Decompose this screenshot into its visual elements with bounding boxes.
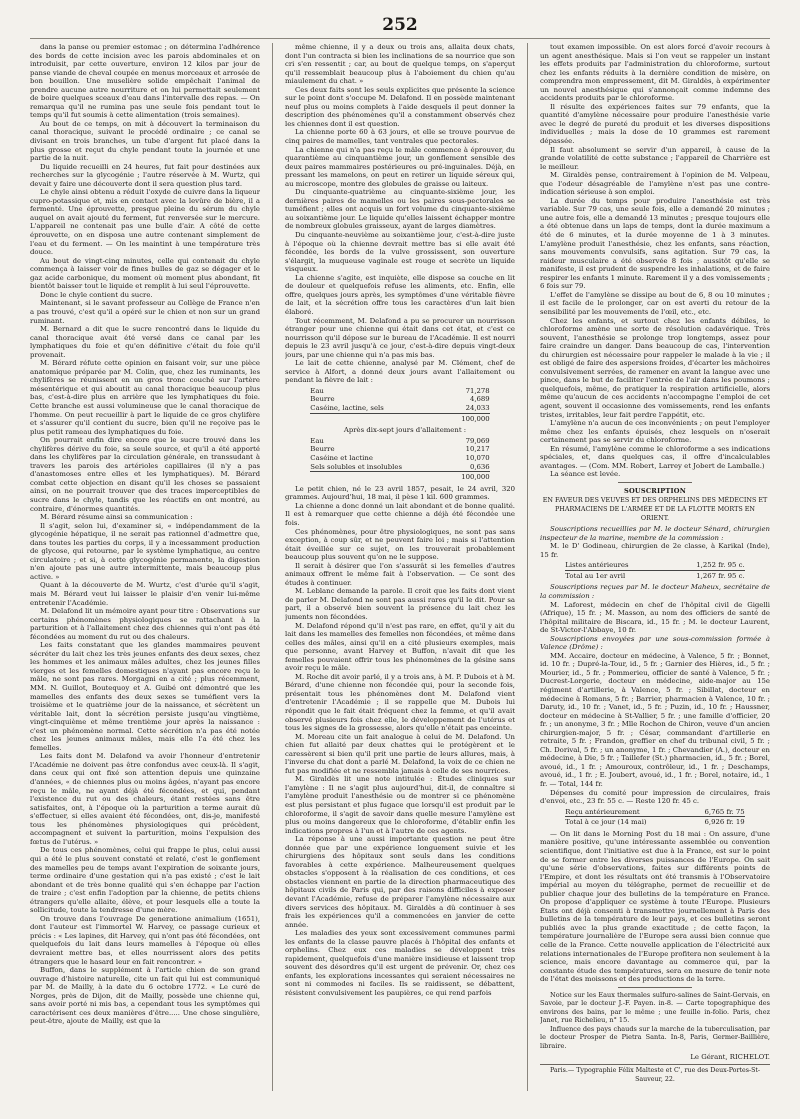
col1-paragraph: Les faits constatant que les glandes mammaires peuvent sécréter du lait chez les très jeunes enfants des deux sexes, chez les hommes et les animaux mâles adultes, chez les jeunes filles vierges et les femelles domestiques n'ayant pas encore reçu le mâle, ne sont pas rares. Morgagni en a cité ; plus récemment, MM. N. Guillot, Boutequoy et A. Guibé ont démontré que les mamelles des enfants des deux sexes se tuméfient vers la troisième et le quatrième jour de la naissance, et sécrètent un véritable lait, dont la sécrétion persiste jusqu'au vingtième, vingt-cinquième et même trentième jour après la naissance : c'est un phénomène normal. Cette sécrétion n'a pas été notée chez les jeunes animaux mâles, mais elle l'a été chez les femelles.	[30, 641, 260, 752]
col2-top-paragraph: Tout récemment, M. Delafond a pu se procurer un nourrisson étranger pour une chienne qui était dans cet état, et c'est ce nourrisson qu'il dépose sur le bureau de l'Académie. Il est nourri depuis le 23 avril jusqu'à ce jour, c'est-à-dire depuis vingt-deux jours, par une chienne qui n'a pas mis bas.	[285, 316, 515, 359]
col1-paragraph: De tous ces phénomènes, celui qui frappe le plus, celui aussi qui a été le plus souvent constaté et relaté, c'est le gonflement des mamelles peu de temps avant l'expiration de soixante jours, terme ordinaire d'une gestation qui n'a pas existé ; c'est le lait abondant et de très bonne qualité qui s'en échappe par l'action de traire ; c'est enfin l'adoption par la chienne, de petits chiens étrangers qu'elle allaite, élève, et pour lesquels elle a toute la sollicitude, toute la tendresse d'une mère.	[30, 846, 260, 915]
col1-paragraph: dans la panse ou premier estomac ; on détermina l'adhérence des bords de cette incision avec les parois abdominales et on introduisit, par cette ouverture, environ 12 kilos par jour de panse viande de cheval coupée en menus morceaux et arrosée de bon bouillon. Une muselière solide empêchait l'animal de prendre aucune autre nourriture et on lui permettait seulement de boire quelques sceaux d'eau dans l'intervalle des repas. — On remarqua qu'il ne rumina pas une seule fois pendant tout le temps qu'il fut soumis à cette alimentation (trois semaines).	[30, 43, 260, 120]
col1-paragraph: Buffon, dans le supplément à l'article chien de son grand ouvrage d'histoire naturelle, cite un fait qui lui est communiqué par M. de Mailly, à la date du 6 octobre 1772. « Le curé de Norges, près de Dijon, dit de Mailly, possède une chienne qui, sans avoir porté ni mis bas, a cependant tous les symptômes qui caractérisent ces deux manières d'être..... Une chose singulière, peut-être, ajoute de Mailly, est que la	[30, 966, 260, 1026]
col2-top-paragraph: La chienne qui n'a pas reçu le mâle commence à éprouver, du quarantième au cinquantième jour, un gonflement sensible des deux paires mammaires postérieures ou pré-inguinales. Déjà, en pressant les mamelons, on peut en retirer un liquide séreux qui, au microscope, montre des globules de graisse ou laiteux.	[285, 145, 515, 188]
col1-paragraph: On pourrait enfin dire encore que le sucre trouvé dans les chylifères dérive du foie, sa seule source, et qu'il a été apporté dans les chylifères par la circulation générale, en transsudant à travers les parois des artérioles capillaires (il n'y a pas d'anastomoses entre elles et les lymphatiques). M. Bérard combat cette objection en disant qu'il les choses se passaient ainsi, on ne pourrait trouver que des traces imperceptibles de sucre dans le chyle, tandis que les réactifs en ont montré, au contraire, d'énormes quantités.	[30, 436, 260, 513]
souscription-p5: Souscriptions envoyées par une sous-commission formée à Valence (Drôme) :	[540, 634, 770, 652]
col1-paragraph: Les faits dont M. Delafond va avoir l'honneur d'entretenir l'Académie ne doivent pas être confondus avec ceux-là. Il s'agit, dans ceux qui ont fixé son attention depuis une quinzaine d'années, « de chiennes plus ou moins âgées, n'ayant pas encore reçu le mâle, ne ayant déjà été fécondées, et qui, pendant l'existence du rut ou des chaleurs, étant restées sans être satisfaites, ont, à l'époque où la parturition a terme aurait dû s'effectuer, si elles avaient été fécondées, ont, dis-je, manifesté tous les phénomènes physiologiques qui précèdent, accompagnent et suivent la parturition, moins l'expulsion des fœtus de l'utérus. »	[30, 752, 260, 846]
total2-label: Total à ce jour (14 mai)	[565, 817, 685, 827]
col3-top-paragraph: tout examen impossible. On est alors forcé d'avoir recours à un agent anesthésique. Mais si l'on veut se rappeler un instant les effets produits par l'administration du chloroforme, surtout chez les enfants réduits à la dernière condition de misère, on comprendra mon empressement, dit M. Giraldès, à expérimenter un nouvel anesthésique qui s'annonçait comme indemne des accidents produits par le chloroforme.	[540, 43, 770, 103]
col1-paragraph: Au bout de ce temps, on mit à découvert la terminaison du canal thoracique, suivant le procédé ordinaire ; ce canal se divisant en trois branches, un tube d'argent fut placé dans la plus grosse et reçut du chyle pendant toute la journée et une partie de la nuit.	[30, 119, 260, 163]
column-2-bottom	[285, 485, 515, 998]
col1-paragraph: On trouve dans l'ouvrage De generatione animalium (1651), dont l'auteur est l'immortel W. Harvey, ce passage curieux et précis : « Les lapines, dit Harvey, qui n'ont pas été fécondées, ont quelquefois du lait dans leurs mamelles à l'époque où elles devraient mettre bas, et elles nourrissent alors des petits étrangers que le hasard leur en fait rencontrer. »	[30, 914, 260, 966]
col2-bottom-paragraph: M. Delafond répond qu'il n'est pas rare, en effet, qu'il y ait du lait dans les mamelles des femelles non fécondées, et même dans celles des mâles, ainsi qu'il en a cité plusieurs exemples, mais que personne, avant Harvey et Buffon, n'avait dit que les femelles pouvaient offrir tous les phénomènes de la gésine sans avoir reçu le mâle.	[285, 621, 515, 673]
col2-top-paragraph: Du cinquante-quatrième au cinquante-sixième jour, les dernières paires de mamelles ou les paires sous-pectorales se tuméfient ; elles ont acquis un fort volume du cinquante-sixième au soixantième jour. Le liquide qu'elles laissent échapper montre de nombreux globules graisseux, ayant de larges diamètres.	[285, 188, 515, 231]
table-total-row	[310, 413, 489, 423]
col2-bottom-paragraph: Ces phénomènes, pour être physiologiques, ne sont pas sans exception, à coup sûr, et ne peuvent faire loi ; mais si l'attention était éveillée sur ce sujet, on les trouverait probablement beaucoup plus souvent qu'on ne le suppose.	[285, 527, 515, 562]
column-3	[540, 43, 770, 1091]
column-2	[285, 43, 515, 1091]
row-value: 10,070	[465, 453, 490, 462]
col2-bottom-paragraph: M. Leblanc demande la parole. Il croit que les faits dont vient de parler M. Delafond ne sont pas aussi rares qu'il le dit. Pour sa part, il a observé bien souvent la présence du lait chez les juments non fécondées.	[285, 587, 515, 621]
col3-top-paragraph: En résumé, l'amylène comme le chloroforme a ses indications spéciales, et, dans quelques cas, il offre d'incalculables avantages. — (Com. MM. Robert, Larrey et Jobert de Lamballe.)	[540, 444, 770, 470]
notices	[540, 991, 770, 1051]
col1-paragraph: Le chyle ainsi obtenu a réduit l'oxyde de cuivre dans la liqueur cupro-potassique et, mis en contact avec la levûre de bière, il a fermenté. Une éprouvette, presque pleine du sérum du chyle auquel on avait ajouté du ferment, fut renversée sur le mercure. L'appareil ne contenait pas une bulle d'air. A côté de cette éprouvette, on en disposa une autre contenant simplement de l'eau et du ferment. — On les maintint à une température très douce.	[30, 188, 260, 257]
col1-paragraph: M. Bernard a dit que le sucre rencontré dans le liquide du canal thoracique avait été versé dans ce canal par les lymphatiques du foie et qu'en définitive c'était du foie qu'il provenait.	[30, 325, 260, 359]
col1-paragraph: Quant à la découverte de M. Wurtz, c'est d'urée qu'il s'agit, mais M. Bérard veut lui laisser le plaisir d'en venir lui-même entretenir l'Académie.	[30, 581, 260, 607]
row-value: 79,069	[465, 436, 490, 445]
row-value: 0,636	[469, 462, 490, 471]
col2-bottom-paragraph: La réponse à une aussi importante question ne peut être donnée que par une expérience longuement suivie et les chirurgiens des hôpitaux sont seuls dans les conditions favorables à cette expérience. Malheureusement quelques obstacles s'opposent à la réalisation de ces conditions, et ces obstacles viennent en partie de la direction pharmaceutique des hôpitaux civils de Paris qui, par des raisons difficiles à exposer devant l'Académie, refuse de préparer l'amylène nécessaire aux divers services des hôpitaux. M. Giraldès a dû continuer à ses frais les expériences qu'il a commencées en janvier de cette année.	[285, 835, 515, 929]
col3-top-paragraph: Il résulte des expériences faites sur 79 enfants, que la quantité d'amylène nécessaire pour produire l'anesthésie varie avec le degré de pureté du produit et les diverses dispositions individuelles ; mais la dose de 10 grammes est rarement dépassée.	[540, 102, 770, 146]
row-value: 10,217	[465, 445, 490, 454]
notices-paragraph: Influence des pays chauds sur la marche de la tuberculisation, par le docteur Prosper de Pietra Santa. In-8, Paris, Germer-Baillière, libraire.	[540, 1024, 770, 1050]
recu-label: Reçu antérieurement	[565, 807, 640, 816]
column-divider	[272, 43, 273, 1091]
columns	[30, 38, 770, 1091]
page-number: 252	[382, 15, 418, 35]
table-total-row	[310, 472, 489, 482]
row-label: Beurre	[310, 395, 335, 404]
milk-analysis-table-2	[310, 437, 489, 482]
col2-top-paragraph: La chienne s'agite, est inquiète, elle dispose sa couche en lit de douleur et quelquefois refuse les aliments, etc. Enfin, elle offre, quelques jours après, les symptômes d'une véritable fièvre de lait, et la sécrétion offre tous les caractères d'un lait bien élaboré.	[285, 273, 515, 316]
souscription-p3: Souscriptions reçues par M. le docteur Maheux, secrétaire de la commission :	[540, 583, 770, 600]
row-value: 4,689	[469, 395, 490, 404]
column-3-top	[540, 43, 770, 479]
row-value: 24,033	[465, 404, 490, 413]
col2-top-paragraph: Le lait de cette chienne, analysé par M. Clément, chef de service à Alfort, a donné deux jours avant l'allaitement ou pendant la fièvre de lait :	[285, 359, 515, 385]
total-value: 100,000	[447, 472, 490, 482]
table-row	[310, 454, 489, 463]
row-label: Eau	[310, 386, 324, 395]
col2-bottom-paragraph: Il serait à désirer que l'on s'assurât si les femelles d'autres animaux offrent le même fait à l'observation. — Ce sont des études à continuer.	[285, 561, 515, 587]
printer-imprint: Paris.— Typographie Félix Malteste et C', rue des Deux-Portes-St-Sauveur, 22.	[540, 1064, 770, 1084]
listes-value: 1,252 fr. 95 c.	[696, 561, 745, 570]
milk-analysis-table-1	[310, 387, 489, 423]
col3-top-paragraph: L'effet de l'amylène se dissipe au bout de 6, 8 ou 10 minutes ; il est facile de le prolonger, car on est averti du retour de la sensibilité par les mouvements de l'œil, etc., etc.	[540, 290, 770, 316]
col1-paragraph: Il s'agit, selon lui, d'examiner si, « indépendamment de la glycogénie hépatique, il ne serait pas rationnel d'admettre que, dans toutes les parties du corps, il y a incessamment production de glycose, qui retourne, par le système lymphatique, au centre circulatoire ; et si, à cette glycogénie permanente, la digestion n'en ajoute pas une autre intermittente, mais beaucoup plus active. »	[30, 521, 260, 581]
notices-paragraph: Notice sur les Eaux thermales sulfuro-salines de Saint-Gervais, en Savoie, par le docteur J.-F. Payen. in-8. — Carte topographique des environs des bains, par le même ; une feuille in-folio. Paris, chez Janet, rue Richelieu, n° 15.	[540, 990, 770, 1025]
col2-bottom-paragraph: Les maladies des yeux sont excessivement communes parmi les enfants de la classe pauvre placés à l'hôpital des enfants et orphelins. Chez eux ces maladies se développent très rapidement, quelquefois d'une manière insidieuse et laissent trop souvent des désordres qu'il est urgent de prévenir. Or, chez ces enfants, les explorations incessantes qui seraient nécessaires ne sont ni commodes ni faciles. Ils se raidissent, se débattent, résistent convulsivement les paupières, ce qui rend parfois	[285, 929, 515, 998]
col3-top-paragraph: La durée du temps pour produire l'anesthésie est très variable. Sur 79 cas, une seule fois, elle a demandé 20 minutes ; une autre fois, elle a demandé 13 minutes ; presque toujours elle a été obtenue dans un laps de temps, dont la durée maximum a été de 6 minutes, et la durée moyenne de 1 à 3 minutes. L'amylène produit l'anesthésie, chez les enfants, sans réaction, sans mouvements convulsifs, sans agitation. Sur 79 cas, la raideur musculaire a été observée 8 fois ; aussitôt qu'elle se manifeste, il est prudent de suspendre les inhalations, et de faire respirer les enfants 1 minute. Rarement il y a des vomissements ; 6 fois sur 79.	[540, 196, 770, 291]
row-label: Caséine et lactine	[310, 453, 373, 462]
col3-top-paragraph: L'amylène n'a aucun de ces inconvénients ; on peut l'employer même chez les enfants épuisés, chez lesquels on n'oserait certainement pas se servir du chloroforme.	[540, 419, 770, 445]
col3-top-paragraph: Il faut absolument se servir d'un appareil, à cause de la grande volatilité de cette substance ; l'appareil de Charrière est le meilleur.	[540, 145, 770, 171]
recu-value: 6,765 fr. 75	[704, 807, 745, 816]
total-spacer	[310, 413, 439, 423]
col3-top-paragraph: M. Giraldès pense, contrairement à l'opinion de M. Velpeau, que l'odeur désagréable de l'amylène n'est pas une contre-indication sérieuse à son emploi.	[540, 171, 770, 197]
table-row	[310, 445, 489, 454]
row-label: Beurre	[310, 445, 335, 454]
column-divider	[527, 43, 528, 1091]
section-rule	[618, 987, 692, 988]
souscription-subtitle: EN FAVEUR DES VEUVES ET DES ORPHELINS DES MÉDECINS ET PHARMACIENS DE L'ARMÉE ET DE LA FLOTTE MORTS EN ORIENT.	[542, 496, 768, 522]
col3-top-paragraph: Chez les enfants, et surtout chez les enfants débiles, le chloroforme amène une sorte de résolution cadavérique. Très souvent, l'anesthésie se prolonge trop longtemps, assez pour faire craindre un danger. Dans beaucoup de cas, l'intervention du chirurgien est nécessaire pour rappeler le malade à la vie ; il est obligé de faire des aspersions froides, d'écarter les mâchoires convulsivement serrées, de ramener en avant la langue avec une pince, dans le but de faciliter l'entrée de l'air dans les poumons ; quelquefois, même, de pratiquer la respiration artificielle, alors même qu'aucun de ces accidents n'accompagne l'emploi de cet agent, souvent il occasionne des vomissements, rend les enfants tristes, irritables, leur fait perdre l'appétit, etc.	[540, 316, 770, 419]
total1-value: 1,267 fr. 95 c.	[667, 570, 745, 580]
col1-paragraph: M. Bérard résume ainsi sa communication :	[40, 513, 193, 522]
col2-top-paragraph: Ces deux faits sont les seuls explicites que présente la science sur le point dont s'occupe M. Delafond. Il en possède maintenant neuf plus ou moins complets à l'aide desquels il peut donner la description des phénomènes qu'il a constamment observés chez les chiennes dont il est question.	[285, 85, 515, 128]
total2-value: 6,926 fr. 19	[685, 817, 744, 827]
column-2-top	[285, 43, 515, 385]
col1-paragraph: M. Bérard réfute cette opinion en faisant voir, sur une pièce anatomique préparée par M. Colin, que, chez les ruminants, les chylifères se réunissent en un gros tronc couché sur l'artère mésentérique et qui aboutit au canal thoracique beaucoup plus bas, c'est-à-dire plus en arrière que les lymphatiques du foie. Cette branche est aussi volumineuse que le canal thoracique de l'homme. On peut recueillir à part le liquide de ce gros chylifère et s'assurer qu'il contient du sucre, bien qu'il ne reçoive pas le plus petit rameau des lymphatiques du foie.	[30, 359, 260, 436]
souscription-p6: MM. Accaire, docteur en médecine, à Valence, 5 fr. ; Bonnet, id. 10 fr. ; Dupré-la-Tour, id., 5 fr. ; Garnier des Hières, id., 5 fr. ; Mourier, id., 5 fr. ; Pommerieu, officier de santé à Valence, 5 fr. ; Ducrest-Lorgerie, docteur en médecine, aide-major au 15e régiment d'artillerie, à Valence, 5 fr. ; Sibillat, docteur en médecine à Romans, 5 fr. ; Barrier, pharmacien à Valence, 10 fr. ; Daruty, id., 10 fr. ; Vanet, id., 5 fr. ; Puzin, id., 10 fr. ; Haussner, docteur en médecine à St-Vallier, 5 fr. ; une famille d'officier, 20 fr. ; un anonyme, 3 fr. ; Mlle Rochon de Chiron, veuve d'un ancien chirurgien-major, 5 fr. ; César, commandant d'artillerie en retraite, 5 fr. ; Frandon, greffier en chef du tribunal civil, 5 fr. ; Ch. Dorival, 5 fr. ; un anonyme, 1 fr. ; Chevandier (A.), docteur en médecine, à Die, 5 fr. ; Taillefer (St.) pharmacien, id., 5 fr. ; Borel, avoué, id., 1 fr. ; Amouroux, contrôleur, id., 1 fr. ; Deschamps, avoué, id., 1 fr. ; E. Joubert, avoué, id., 1 fr. ; Borel, notaire, id., 1 fr. — Total, 144 fr.	[540, 651, 770, 789]
total-value: 100,000	[440, 413, 490, 423]
column-1	[30, 43, 260, 1091]
table-row	[310, 404, 489, 413]
table-row	[310, 387, 489, 396]
col2-bottom-paragraph: La chienne a donc donné un lait abondant et de bonne qualité. Il est à remarquer que cette chienne a déjà été fécondée une fois.	[285, 501, 515, 527]
table-row	[310, 395, 489, 404]
milk-caption-2: Après dix-sept jours d'allaitement :	[343, 426, 467, 435]
table-row	[310, 463, 489, 472]
col1-paragraph: M. Delafond lit un mémoire ayant pour titre : Observations sur certains phénomènes physiologiques se rattachant à la parturition et à l'allaitement chez des chiennes qui n'ont pas été fécondées au moment du rut ou des chaleurs.	[30, 607, 260, 641]
col1-paragraph: Au bout de vingt-cinq minutes, celle qui contenait du chyle commença à laisser voir de fines bulles de gaz se dégager et le gaz acide carbonique, du moment où moment plus abondant, fit bientôt baisser tout le liquide et remplit à lui seul l'éprouvette.	[30, 256, 260, 291]
col1-paragraph: Du liquide recueilli en 24 heures, fut fait pour destinées aux recherches sur la glycogénie ; l'autre réservée à M. Wurtz, qui devait y faire une découverte dont il sera question plus tard.	[30, 162, 260, 188]
souscription-title: SOUSCRIPTION	[624, 486, 686, 495]
row-label: Eau	[310, 436, 324, 445]
row-label: Sels solubles et insolubles	[310, 462, 403, 471]
col3-bottom-paragraph: — On lit dans le Morning Post du 18 mai : On assure, d'une manière positive, qu'une intéressante assemblée ou convention scientifique, dont l'initiative est due à la France, est sur le point de se former entre les diverses puissances de l'Europe. On sait qu'une série d'observations, faites sur différents points de l'Empire, et dont les résultats ont été transmis à l'Observatoire impérial au moyen du télégraphe, permet de recueillir et de publier chaque jour des bulletins de la température en France. On propose d'appliquer ce système à toute l'Europe. Plusieurs États ont déjà consenti à transmettre journellement à Paris des bulletins de la température de leur pays, et ces bulletins seront publiés avec la plus grande exactitude ; de cette façon, la température journalière de l'Europe sera aussi bien connue que celle de la France. Cette nouvelle application de l'électricité aux relations internationales de l'Europe profitera non seulement à la science, mais encore davantage au commerce qui, par la constante étude des températures, sera en mesure de tenir note de l'état des moissons et des productions de la terre.	[540, 829, 770, 984]
row-label: Caséine, lactine, sels	[310, 404, 384, 413]
listes-label: Listes antérieures	[565, 561, 629, 570]
col1-paragraph: Maintenant, si le savant professeur au Collège de France n'en a pas trouvé, c'est qu'il a opéré sur le chien et non sur un grand ruminant.	[30, 299, 260, 325]
col1-paragraph: Donc le chyle contient du sucre.	[40, 290, 153, 299]
souscription-totals-2	[565, 808, 744, 827]
column-3-bottom	[540, 830, 770, 984]
table-row	[310, 437, 489, 446]
col2-top-paragraph: La chienne porte 60 à 63 jours, et elle se trouve pourvue de cinq paires de mamelles, tant ventrales que pectorales.	[285, 128, 515, 146]
col3-top-paragraph: La séance est levée.	[550, 470, 621, 479]
col2-bottom-paragraph: M. Roche dit avoir parlé, il y a trois ans, à M. P. Dubois et à M. Bérard, d'une chienne non fécondée qui, pour la seconde fois, présentait tous les phénomènes dont M. Delafond vient d'entretenir l'Académie ; il se rappelle que M. Dubois lui répondit que le fait était fréquent chez la femme, et qu'il avait observé plusieurs fois chez elle, le développement de l'utérus et tous les signes de la grossesse, alors qu'elle n'était pas enceinte.	[285, 672, 515, 733]
total1-label: Total au 1er avril	[565, 570, 667, 580]
souscription-p4: M. Laforest, médecin en chef de l'hôpital civil de Gigelli (Afrique), 15 fr. ; M. Masson, au nom des officiers de santé de l'hôpital militaire de Biscara, id., 15 fr. ; M. le docteur Laurent, de St-Victor-l'Abbaye, 10 fr.	[540, 600, 770, 635]
col2-bottom-paragraph: Le petit chien, né le 23 avril 1857, pesait, le 24 avril, 320 grammes. Aujourd'hui, 18 mai, il pèse 1 kil. 600 grammes.	[285, 484, 515, 502]
souscription-p7: Dépenses du comité pour impression de circulaires, frais d'envoi, etc., 23 fr. 55 c. — Reste 120 fr. 45 c.	[540, 788, 770, 806]
col2-top-paragraph: Du cinquante-neuvième au soixantième jour, c'est-à-dire juste à l'époque où la chienne devrait mettre bas si elle avait été fécondée, les bords de la vulve grossissent, son ouverture s'élargit, la muqueuse vaginale est rouge et secrète un liquide visqueux.	[285, 231, 515, 274]
section-rule	[618, 482, 692, 483]
souscription-totals-1	[565, 561, 744, 580]
col2-bottom-paragraph: M. Moreau cite un fait analogue à celui de M. Delafond. Un chien fut allaité par deux chattes qui le protégèrent et le caressèrent si bien qu'il prit une partie de leurs allures, mais, à l'inverse du chat dont a parlé M. Delafond, la voix de ce chien ne fut pas modifiée et ne ressembla jamais à celle de ses nourrices.	[285, 732, 515, 775]
souscription-p2: M. le D' Godineau, chirurgien de 2e classe, à Karikal (Inde), 15 fr.	[540, 542, 770, 559]
souscription-p1: Souscriptions recueillies par M. le docteur Sénard, chirurgien inspecteur de la marine, membre de la commission :	[540, 525, 770, 542]
total-spacer	[310, 472, 447, 482]
row-value: 71,278	[465, 386, 490, 395]
gerant-signature: Le Gérant, RICHELOT.	[690, 1052, 770, 1061]
col2-top-paragraph: même chienne, il y a deux ou trois ans, allaita deux chats, dont l'un contracta si bien les inclinations de sa nourrice que son cri s'en ressentit ; car, au bout de quelque temps, on s'aperçut qu'il ressemblait beaucoup plus à l'aboiement du chien qu'au miaulement du chat. »	[285, 43, 515, 86]
col2-bottom-paragraph: M. Giraldès lit une note intitulée : Études cliniques sur l'amylène : Il ne s'agit plus aujourd'hui, dit-il, de connaître si l'amylène produit l'anesthésie ou de montrer si ce phénomène est plus persistant et plus fugace que lorsqu'il est produit par le chloroforme, il s'agit de savoir dans quelle mesure l'amylène est plus ou moins dangereux que le chloroforme, d'établir enfin les indications propres à l'un et à l'autre de ces agents.	[285, 775, 515, 835]
